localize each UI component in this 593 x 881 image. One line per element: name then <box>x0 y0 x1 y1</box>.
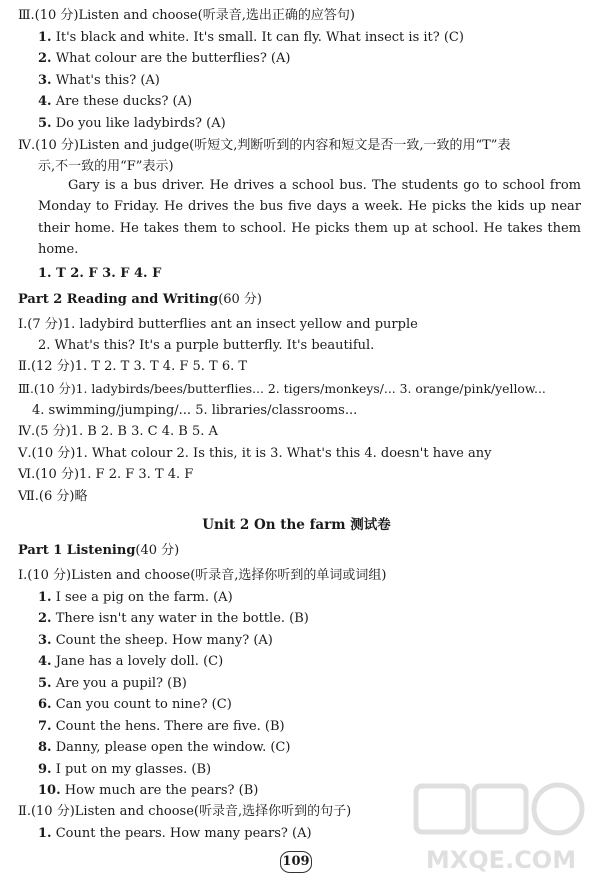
part2-line: 2. What's this? It's a purple butterfly. It's beautiful. <box>38 338 375 353</box>
unit2-part1-title: Part 1 Listening(40 分) <box>18 543 180 558</box>
answer-line: 5. Are you a pupil? (B) <box>38 676 187 691</box>
part2-line: Ⅳ.(5 分)1. B 2. B 3. C 4. B 5. A <box>18 424 218 439</box>
answer-line: 3. Count the sheep. How many? (A) <box>38 633 273 648</box>
answer-line: 1. I see a pig on the farm. (A) <box>38 590 233 605</box>
part2-title: Part 2 Reading and Writing(60 分) <box>18 292 263 307</box>
part2-line: Ⅱ.(12 分)1. T 2. T 3. T 4. F 5. T 6. T <box>18 359 248 374</box>
answer-line: 5. Do you like ladybirds? (A) <box>38 116 226 131</box>
answer-line: 7. Count the hens. There are five. (B) <box>38 719 285 734</box>
answer-line: 4. Jane has a lovely doll. (C) <box>38 654 224 669</box>
page-number: 109 <box>280 851 312 873</box>
part2-line: Ⅰ.(7 分)1. ladybird butterflies ant an insect yellow and purple <box>18 317 418 332</box>
section-iii-header: Ⅲ.(10 分)Listen and choose(听录音,选出正确的应答句) <box>18 8 355 23</box>
part2-line: 4. swimming/jumping/... 5. libraries/classrooms... <box>32 403 358 418</box>
unit2-section-ii-header: Ⅱ.(10 分)Listen and choose(听录音,选择你听到的句子) <box>18 804 352 819</box>
part2-line: Ⅵ.(10 分)1. F 2. F 3. T 4. F <box>18 467 194 482</box>
answer-line: 1. It's black and white. It's small. It can fly. What insect is it? (C) <box>38 30 464 45</box>
section-iv-answers: 1. T 2. F 3. F 4. F <box>38 266 162 281</box>
listening-passage: Gary is a bus driver. He drives a school bus. The students go to school from Monday to Friday. He drives the bus five days a week. He picks the kids up near their home. He takes them to school. He picks them up at school. He takes them home. <box>38 178 581 258</box>
unit2-section-i-header: Ⅰ.(10 分)Listen and choose(听录音,选择你听到的单词或词组) <box>18 568 387 583</box>
answer-line: 8. Danny, please open the window. (C) <box>38 740 291 755</box>
answer-line: 2. What colour are the butterflies? (A) <box>38 51 291 66</box>
section-iv-header: Ⅳ.(10 分)Listen and judge(听短文,判断听到的内容和短文是否一致,一致的用“T”表 <box>18 138 511 153</box>
answer-line: 3. What's this? (A) <box>38 73 160 88</box>
answer-line: 9. I put on my glasses. (B) <box>38 762 212 777</box>
part2-line: Ⅴ.(10 分)1. What colour 2. Is this, it is 3. What's this 4. doesn't have any <box>18 446 492 461</box>
part2-line: Ⅲ.(10 分)1. ladybirds/bees/butterflies... 2. tigers/monkeys/... 3. orange/pink/yellow... <box>18 381 546 396</box>
answer-seal-logo-icon <box>412 782 590 876</box>
answer-line: 6. Can you count to nine? (C) <box>38 697 232 712</box>
answer-line: 1. Count the pears. How many pears? (A) <box>38 826 312 841</box>
section-iv-header-cont: 示,不一致的用“F”表示) <box>38 159 174 174</box>
answer-line: 2. There isn't any water in the bottle. (B) <box>38 611 309 626</box>
answer-line: 10. How much are the pears? (B) <box>38 783 259 798</box>
part2-line: Ⅶ.(6 分)略 <box>18 489 88 504</box>
answer-line: 4. Are these ducks? (A) <box>38 94 193 109</box>
watermark-text: MXQE.COM <box>425 846 577 874</box>
unit2-heading: Unit 2 On the farm 测试卷 <box>202 517 391 533</box>
